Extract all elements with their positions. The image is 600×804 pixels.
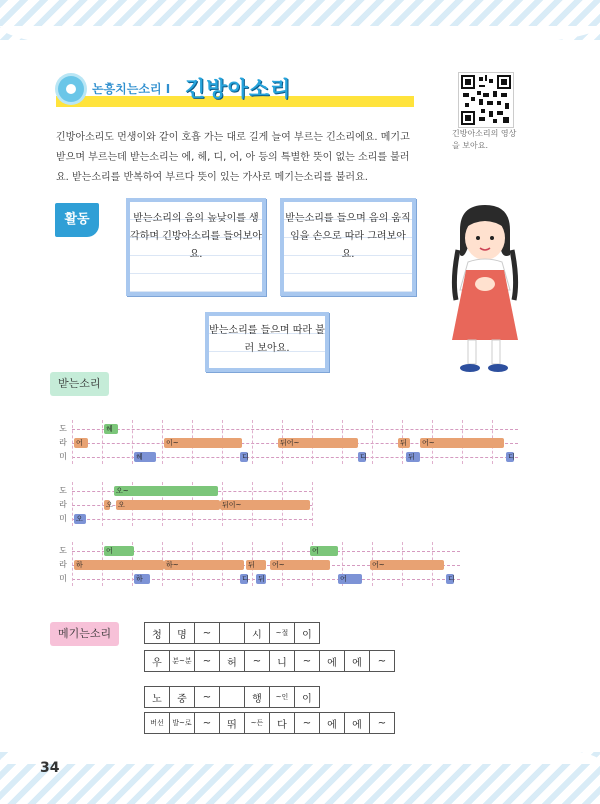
beat-divider <box>252 420 253 464</box>
page-number: 34 <box>40 760 60 776</box>
lyric-cell: ~ <box>195 687 220 708</box>
lyric-cell: 분~분 <box>170 651 195 672</box>
qr-caption: 긴방아소리의 영상을 보아요. <box>452 129 517 150</box>
pitch-label: 도 <box>59 424 67 433</box>
lyric-cell: 시 <box>245 623 270 644</box>
beat-divider <box>162 420 163 464</box>
beat-divider <box>102 482 103 526</box>
activity-note-text: 받는소리를 들으며 따라 불러 보아요. <box>209 325 325 354</box>
lyric-cell: ~ <box>370 651 395 672</box>
beat-divider <box>372 420 373 464</box>
score-line-3 <box>60 540 460 584</box>
note-bar: 헤 <box>134 452 156 462</box>
pitch-label: 도 <box>59 546 67 555</box>
activity-note-1 <box>126 198 266 296</box>
note-bar: 오 <box>106 501 113 509</box>
lead-table-row-1 <box>144 622 320 644</box>
pitch-label: 라 <box>59 560 67 569</box>
lyric-cell <box>220 623 245 644</box>
pitch-label: 미 <box>59 574 67 583</box>
note-bar: 디 <box>360 453 367 461</box>
note-bar: 오 <box>116 500 220 510</box>
activity-note-3 <box>205 312 329 372</box>
note-bar: 뒤 <box>406 452 420 462</box>
note-bar: 뒤 <box>246 560 266 570</box>
note-bar: 이~ <box>164 438 242 448</box>
activity-note-text: 받는소리의 음의 높낮이를 생각하며 긴방아소리를 들어보아요. <box>130 213 262 260</box>
lead-table-row-3 <box>144 686 320 708</box>
lyric-cell: 버선 <box>145 713 170 734</box>
note-bar: 하 <box>134 574 150 584</box>
note-bar: 하 <box>74 560 164 570</box>
lyric-cell: 중 <box>170 687 195 708</box>
note-bar: 헤 <box>104 424 118 434</box>
lyric-cell: 에 <box>345 713 370 734</box>
note-bar: 디 <box>242 575 249 583</box>
lyric-cell: ~ <box>295 651 320 672</box>
note-bar: 디 <box>242 453 249 461</box>
note-bar: 어 <box>104 546 134 556</box>
lyric-cell: 명 <box>170 623 195 644</box>
bottom-wave <box>0 734 600 764</box>
lyric-cell: 발~로 <box>170 713 195 734</box>
flower-icon <box>58 76 84 102</box>
lyric-cell: 허 <box>220 651 245 672</box>
note-bar: 오 <box>74 514 86 524</box>
note-bar: 뒤어~ <box>278 438 358 448</box>
note-bar: 뒤 <box>398 438 410 448</box>
pitch-label: 라 <box>59 438 67 447</box>
lyric-cell: 이 <box>295 623 320 644</box>
lyric-cell: 노 <box>145 687 170 708</box>
beat-divider <box>72 482 73 526</box>
note-bar: 디 <box>448 575 455 583</box>
note-bar: 오~ <box>114 486 218 496</box>
lyric-cell: ~ <box>195 651 220 672</box>
girl-illustration <box>430 200 530 380</box>
staff-line <box>72 429 518 430</box>
lyric-cell: 니 <box>270 651 295 672</box>
lyric-cell: 이 <box>295 687 320 708</box>
note-bar: 어~ <box>270 560 330 570</box>
note-bar: 뒤 <box>258 575 265 583</box>
lyric-cell: ~ <box>195 713 220 734</box>
note-bar: 어 <box>338 574 362 584</box>
lead-table-row-2 <box>144 650 395 672</box>
lead-section-tag: 메기는소리 <box>50 622 119 646</box>
pitch-label: 라 <box>59 500 67 509</box>
lead-table-row-4 <box>144 712 395 734</box>
beat-divider <box>72 420 73 464</box>
score-line-1 <box>60 418 518 468</box>
lyric-cell: 행 <box>245 687 270 708</box>
lyric-cell: ~절 <box>270 623 295 644</box>
lyric-cell: 에 <box>320 651 345 672</box>
lyric-cell: ~ <box>295 713 320 734</box>
beat-divider <box>132 420 133 464</box>
score-line-2 <box>60 480 312 524</box>
pitch-label: 미 <box>59 452 67 461</box>
intro-paragraph: 긴방아소리도 먼생이와 같이 호흡 가는 대로 길게 늘여 부르는 긴소리에요. 메기고 받으며 부르는데 받는소리는 에, 헤, 디, 어, 아 등의 특별한 뜻이 없는 소리를 불러요. 받는소리를 반복하여 부르다 뜻이 있는 가사로 메기는소리를 불러요. <box>56 132 410 183</box>
lyric-cell: ~ <box>195 623 220 644</box>
pitch-label: 미 <box>59 514 67 523</box>
lyric-cell: 청 <box>145 623 170 644</box>
page-subtitle: 논흥치는소리 I <box>92 82 171 96</box>
top-wave <box>0 26 600 56</box>
activity-label: 활동 <box>55 203 99 237</box>
lyric-cell: ~ <box>245 651 270 672</box>
note-bar: 어 <box>74 438 88 448</box>
lyric-cell: ~인 <box>270 687 295 708</box>
lyric-cell: 다 <box>270 713 295 734</box>
page-title: 긴방아소리 <box>185 77 292 101</box>
lyric-cell: 에 <box>345 651 370 672</box>
note-bar: 뒤이~ <box>220 500 310 510</box>
note-bar: 어 <box>310 546 338 556</box>
note-bar: 하~ <box>164 560 244 570</box>
lyric-cell: 뛰 <box>220 713 245 734</box>
activity-note-2 <box>280 198 416 296</box>
lyric-cell: ~ <box>370 713 395 734</box>
note-bar: 어~ <box>370 560 444 570</box>
beat-divider <box>72 542 73 586</box>
note-bar: 어~ <box>420 438 504 448</box>
beat-divider <box>102 420 103 464</box>
lyric-cell: ~든 <box>245 713 270 734</box>
receive-section-tag: 받는소리 <box>50 372 109 396</box>
pitch-label: 도 <box>59 486 67 495</box>
note-bar: 디 <box>508 453 515 461</box>
lyric-cell <box>220 687 245 708</box>
lyric-cell: 우 <box>145 651 170 672</box>
beat-divider <box>312 482 313 526</box>
activity-note-text: 받는소리를 들으며 음의 움직임을 손으로 따라 그려보아요. <box>285 213 411 260</box>
lyric-cell: 에 <box>320 713 345 734</box>
qr-code-icon[interactable] <box>458 72 514 128</box>
